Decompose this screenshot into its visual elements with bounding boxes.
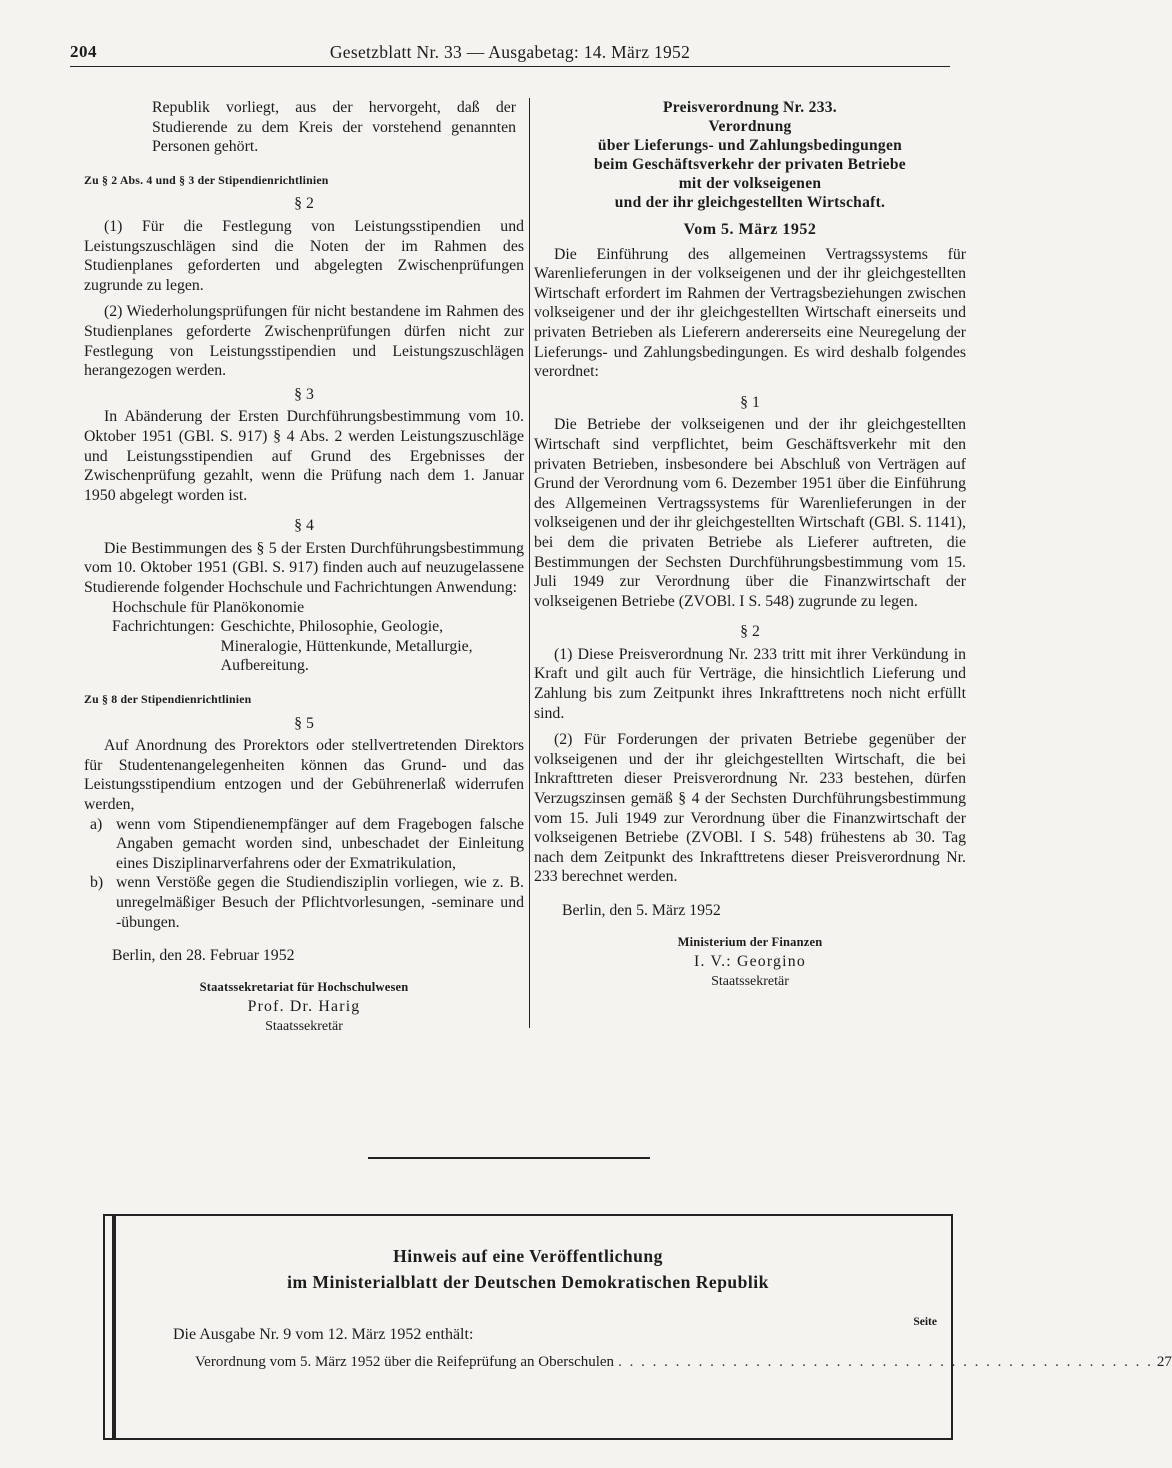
section-2-heading-right: § 2 [740, 623, 760, 641]
subheading-stipendienrichtlinien-8: Zu § 8 der Stipendienrichtlinien [84, 692, 252, 707]
section-3-paragraph: In Abänderung der Ersten Durchführungsbestimmung vom 10. Oktober 1951 (GBl. S. 917) § 4 Abs. 2 werden Leistungszuschläge und Leistungsstipendien auf Grund des Ergebnisses der Zwischenprüfung gezahlt, wenn die Prüfung nach dem 1. Januar 1950 abgelegt worden ist. [84, 408, 524, 504]
section-2-paragraph-2: (2) Wiederholungsprüfungen für nicht bestandene im Rahmen des Studienplanes geforderte Zwischenprüfungen dürfen nicht zur Festlegung von Leistungsstipendien und Leistungszuschlägen herangezogen werden. [84, 303, 524, 380]
hochschule-line: Hochschule für Planökonomie [112, 598, 305, 616]
place-date: Berlin, den 28. Februar 1952 [112, 947, 295, 965]
fachrichtungen-line [84, 617, 524, 676]
leader-dots: . . . . . . . . . . . . . . . . . . . . . . . . . . . . . . . . . . . . . . . . . . . . . . . [618, 1354, 1153, 1370]
column-divider [529, 98, 530, 1028]
preamble-paragraph: Die Einführung des allgemeinen Vertragssystems für Warenlieferungen in der volkseigenen und der ihr gleichgestellten Wirtschaft erfordert im Rahmen der Vertragsbeziehungen zwischen volkseigener und der ihr gleichgestellten Wirtschaft einerseits und privaten Betrieben als Lieferern andererseits eine Neuregelung der Lieferungs- und Zahlungsbedingungen. Es wird deshalb folgendes verordnet: [534, 245, 966, 381]
left-signature-block [84, 946, 524, 1036]
notice-subtitle: im Ministerialblatt der Deutschen Demokratischen Republik [287, 1272, 769, 1292]
separator-rule [368, 1157, 650, 1159]
fachrichtungen-value: Geschichte, Philosophie, Geologie, Mineralogie, Hüttenkunde, Metallurgie, Aufbereitung. [220, 618, 473, 675]
list-item-b [84, 873, 524, 932]
section-4-paragraph: Die Bestimmungen des § 5 der Ersten Durchführungsbestimmung vom 10. Oktober 1951 (GBl. S. 917) finden auch auf neuzugelassene Studierende folgender Hochschule und Fachrichtungen Anwendung: [84, 539, 524, 597]
notice-entry-text: Verordnung vom 5. März 1952 über die Reifeprüfung an Oberschulen [195, 1354, 615, 1370]
signatory-name: Prof. Dr. Harig [247, 998, 361, 1016]
left-column [84, 98, 524, 1037]
list-text-a: wenn vom Stipendienempfänger auf dem Fragebogen falsche Angaben gemacht worden sind, unbeschadet der Einleitung eines Disziplinarverfahrens oder der Exmatrikulation, [116, 815, 524, 872]
notice-entry [195, 1354, 1172, 1371]
section-1-paragraph: Die Betriebe der volkseigenen und der ihr gleichgestellten Wirtschaft sind verpflichtet, beim Geschäftsverkehr mit den privaten Betrieben, insbesondere bei Abschluß von Verträgen auf Grund der Verordnung vom 6. Dezember 1951 über die Einführung des Allgemeinen Vertragssystems für Warenlieferungen in der volkseigenen und der ihr gleichgestellten Wirtschaft (GBl. S. 1141), bei dem die privaten Betriebe als Lieferer auftreten, die Bestimmungen der Sechsten Durchführungsbestimmung vom 15. Juli 1949 zur Verordnung über die Finanzwirtschaft der volkseigenen Betriebe (ZVOBl. I S. 548) zugrunde zu legen. [534, 416, 966, 610]
notice-title: Hinweis auf eine Veröffentlichung [393, 1246, 663, 1266]
page-column-label: Seite [913, 1316, 937, 1328]
signatory-organization: Staatssekretariat für Hochschulwesen [199, 979, 409, 994]
section-5-heading: § 5 [294, 714, 314, 732]
header-rule [70, 66, 950, 67]
signatory-name-right: I. V.: Georgino [694, 953, 806, 971]
right-column [534, 98, 966, 991]
list-item-a [84, 815, 524, 874]
ordinance-title-line-1: Verordnung [708, 118, 792, 135]
list-text-b: wenn Verstöße gegen die Studiendisziplin vorliegen, wie z. B. unregelmäßiger Besuch der Pflichtvorlesungen, -seminare und -übungen. [116, 874, 524, 931]
signatory-role-right: Staatssekretär [711, 973, 789, 989]
section-1-heading: § 1 [740, 393, 760, 411]
signatory-organization-right: Ministerium der Finanzen [677, 934, 823, 949]
list-label-a: a) [90, 815, 103, 833]
right-signature-block [534, 901, 966, 991]
notice-entry-page: 27 [1156, 1354, 1172, 1370]
ordinance-title-line-2: über Lieferungs- und Zahlungsbedingungen [597, 137, 903, 154]
section-2-paragraph-1: (1) Für die Festlegung von Leistungsstipendien und Leistungszuschlägen sind die Noten der im Rahmen des Studienplanes geforderten und abgelegten Zwischenprüfungen zugrunde zu legen. [84, 217, 524, 294]
section-3-heading: § 3 [294, 385, 314, 403]
page-header [70, 42, 950, 68]
section-2-heading: § 2 [294, 195, 314, 213]
section-5-paragraph: Auf Anordnung des Prorektors oder stellvertretenden Direktors für Studentenangelegenheiten können das Grund- und das Leistungsstipendium entzogen und der Gebührenerlaß widerrufen werden, [84, 737, 524, 813]
section-2-right-paragraph-2: (2) Für Forderungen der privaten Betriebe gegenüber der volkseigenen und der ihr gleichgestellten Wirtschaft, die bei Inkrafttreten dieser Preisverordnung Nr. 233 bestehen, dürfen Verzugszinsen gemäß § 4 der Sechsten Durchführungsbestimmung vom 15. Juli 1949 zur Verordnung über die Finanzwirtschaft der volkseigenen Betriebe (ZVOBl. I S. 548) frühestens ab 30. Tag nach dem Zeitpunkt des Inkrafttretens dieser Preisverordnung Nr. 233 berechnet werden. [534, 731, 966, 886]
notice-box [103, 1214, 1172, 1440]
signatory-role: Staatssekretär [265, 1018, 343, 1034]
ordinance-date: Vom 5. März 1952 [683, 221, 817, 238]
section-4-heading: § 4 [294, 517, 314, 535]
list-label-b: b) [90, 874, 104, 892]
running-title: Gesetzblatt Nr. 33 — Ausgabetag: 14. März 1952 [329, 42, 691, 62]
ordinance-title-line-5: und der ihr gleichgestellten Wirtschaft. [614, 194, 886, 211]
section-2-right-paragraph-1: (1) Diese Preisverordnung Nr. 233 tritt mit ihrer Verkündung in Kraft und gilt auch für Verträge, die hinsichtlich Lieferung und Zahlung bis zum Zeitpunkt ihres Inkrafttretens noch nicht erfüllt sind. [534, 645, 966, 722]
ordinance-number: Preisverordnung Nr. 233. [663, 99, 837, 116]
ordinance-title-line-3: beim Geschäftsverkehr der privaten Betriebe [594, 156, 906, 173]
fachrichtungen-label: Fachrichtungen: [112, 618, 215, 636]
continued-paragraph: Republik vorliegt, aus der hervorgeht, daß der Studierende zu dem Kreis der vorstehend genannten Personen gehört. [152, 99, 516, 156]
page-number: 204 [70, 42, 97, 61]
place-date-right: Berlin, den 5. März 1952 [562, 902, 721, 919]
subheading-stipendienrichtlinien-2-3: Zu § 2 Abs. 4 und § 3 der Stipendienrichtlinien [84, 172, 329, 187]
ordinance-title-line-4: mit der volkseigenen [678, 175, 822, 192]
notice-intro: Die Ausgabe Nr. 9 vom 12. März 1952 enthält: [173, 1326, 474, 1343]
